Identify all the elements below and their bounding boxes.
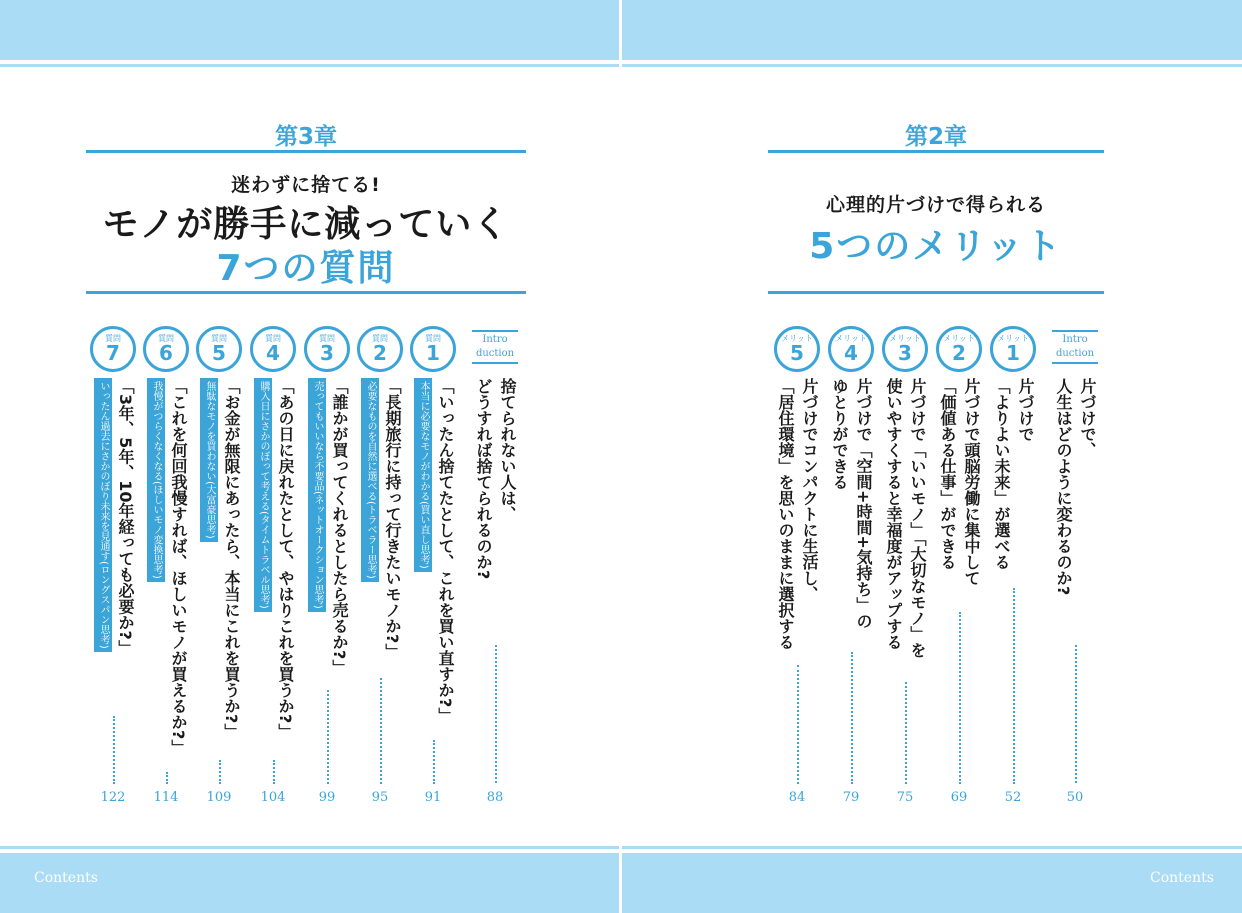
leader-dots <box>219 760 221 784</box>
intro-label: Intro duction <box>472 330 518 364</box>
page-number: 104 <box>260 790 286 805</box>
page-number: 84 <box>788 790 806 805</box>
chapter-subtitle: 迷わずに捨てる! <box>231 174 381 196</box>
page-number: 114 <box>153 790 179 805</box>
merit-title-line1: 片づけで「いいモノ」「大切なモノ」を <box>908 378 927 658</box>
merit-badge: メリット 2 <box>936 326 982 372</box>
page-number: 122 <box>100 790 126 805</box>
leader-dots <box>433 740 435 784</box>
chapter-title-accent: 5つのメリット <box>809 226 1063 267</box>
chapter-top-rule <box>768 150 1104 153</box>
footer-left-label: Contents <box>34 870 98 886</box>
leader-dots <box>327 690 329 784</box>
question-badge: 質問 5 <box>196 326 242 372</box>
page-number: 50 <box>1066 790 1084 805</box>
question-title: 「長期旅行に持って行きたいモノか?」 <box>383 378 402 660</box>
question-badge: 質問 4 <box>250 326 296 372</box>
question-title: 「あの日に戻れたとして、やはりこれを買うか?」 <box>276 378 295 740</box>
page-number: 95 <box>371 790 389 805</box>
page-number: 99 <box>318 790 336 805</box>
chapter-bottom-rule <box>768 291 1104 294</box>
merit-badge: メリット 3 <box>882 326 928 372</box>
question-subtitle: 購入日にさかのぼって考える(タイムトラベル思考) <box>254 378 272 612</box>
leader-dots <box>166 772 168 784</box>
page-number: 109 <box>206 790 232 805</box>
question-subtitle: 売ってもいいなら不要品(ネットオークション思考) <box>308 378 326 612</box>
left-page <box>0 0 620 853</box>
question-subtitle: 我慢がつらくなくなる(ほしいモノ変換思考) <box>147 378 165 582</box>
gutter-bottom <box>619 846 622 913</box>
right-page <box>622 0 1242 853</box>
merit-title-line1: 片づけでコンパクトに生活し、 <box>800 378 819 602</box>
chapter-top-rule <box>86 150 526 153</box>
leader-dots <box>495 645 497 783</box>
question-title: 「いったん捨てたとして、これを買い直すか?」 <box>436 378 455 724</box>
leader-dots <box>851 652 853 784</box>
leader-dots <box>273 760 275 784</box>
question-subtitle: 無駄なモノを買わない(大富豪思考) <box>200 378 218 542</box>
merit-title-line2: ゆとりができる <box>830 378 849 490</box>
merit-badge: メリット 4 <box>828 326 874 372</box>
question-badge: 質問 6 <box>143 326 189 372</box>
question-badge: 質問 3 <box>304 326 350 372</box>
merit-title-line2: 「よりよい未来」が選べる <box>992 378 1011 570</box>
intro-title-line2: どうすれば捨てられるのか? <box>474 378 493 580</box>
chapter-bottom-rule <box>86 291 526 294</box>
page-number: 79 <box>842 790 860 805</box>
leader-dots <box>905 682 907 784</box>
chapter-subtitle: 心理的片づけで得られる <box>825 194 1046 216</box>
chapter-label: 第2章 <box>904 124 967 150</box>
leader-dots <box>380 678 382 784</box>
merit-title-line2: 「価値ある仕事」ができる <box>938 378 957 570</box>
leader-dots <box>797 665 799 784</box>
merit-badge: メリット 1 <box>990 326 1036 372</box>
chapter-title-accent: 7つの質問 <box>216 248 396 289</box>
question-subtitle: 必要なものを自然に選べる(トラベラー思考) <box>361 378 379 582</box>
question-title: 「3年、5年、10年経っても必要か?」 <box>116 378 135 656</box>
question-badge: 質問 1 <box>410 326 456 372</box>
leader-dots <box>959 612 961 784</box>
chapter-title: モノが勝手に減っていく <box>102 204 510 245</box>
merit-badge: メリット 5 <box>774 326 820 372</box>
question-badge: 質問 7 <box>90 326 136 372</box>
page-number: 52 <box>1004 790 1022 805</box>
leader-dots <box>1013 588 1015 784</box>
question-badge: 質問 2 <box>357 326 403 372</box>
intro-label: Intro duction <box>1052 330 1098 364</box>
question-title: 「お金が無限にあったら、本当にこれを買うか?」 <box>222 378 241 740</box>
question-subtitle: いったん過去にさかのぼり未来を見通す(ロングスパン思考) <box>94 378 112 652</box>
merit-title-line1: 片づけで「空間+時間+気持ち」の <box>854 378 873 629</box>
question-title: 「誰かが買ってくれるとしたら売るか?」 <box>330 378 349 676</box>
chapter-label: 第3章 <box>274 124 337 150</box>
leader-dots <box>1075 645 1077 783</box>
footer-right-label: Contents <box>1150 870 1214 886</box>
merit-title-line1: 片づけで <box>1016 378 1035 442</box>
question-subtitle: 本当に必要なモノがわかる(買い直し思考) <box>414 378 432 572</box>
page-number: 69 <box>950 790 968 805</box>
intro-title-line1: 片づけで、 <box>1078 378 1097 458</box>
leader-dots <box>113 716 115 784</box>
question-title: 「これを何回我慢すれば、ほしいモノが買えるか?」 <box>169 378 188 756</box>
page-number: 91 <box>424 790 442 805</box>
merit-title-line2: 「居住環境」を思いのままに選択する <box>776 378 795 650</box>
merit-title-line2: 使いやすくすると幸福度がアップする <box>884 378 903 650</box>
intro-title-line2: 人生はどのように変わるのか? <box>1054 378 1073 596</box>
page-number: 88 <box>486 790 504 805</box>
merit-title-line1: 片づけで頭脳労働に集中して <box>962 378 981 586</box>
intro-title-line1: 捨てられない人は、 <box>498 378 517 522</box>
page-number: 75 <box>896 790 914 805</box>
